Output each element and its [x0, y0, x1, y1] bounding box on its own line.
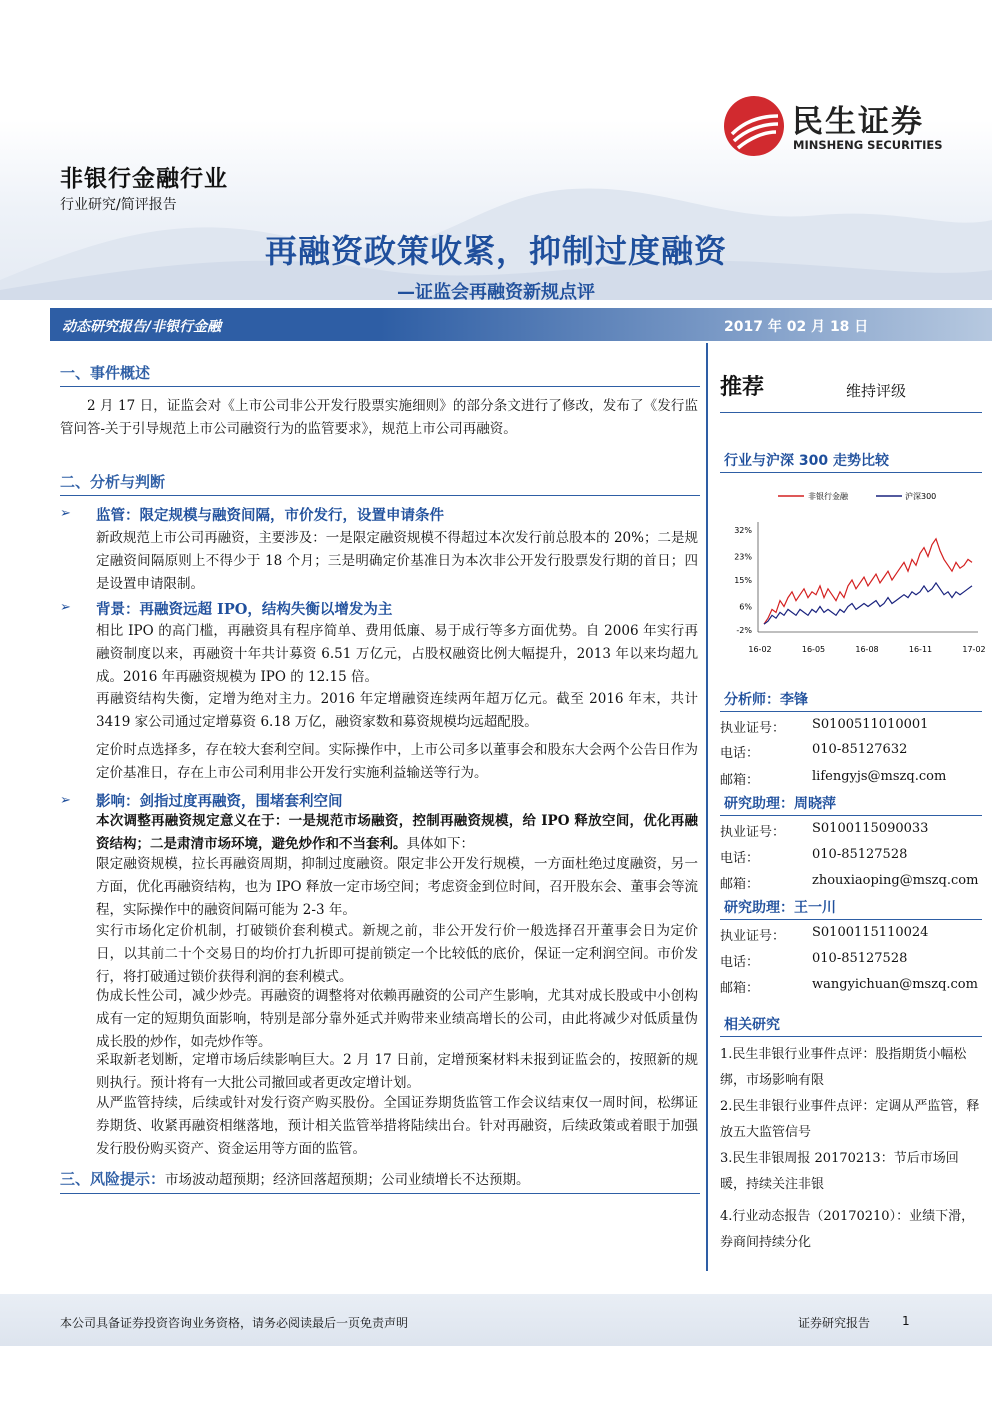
report-subtitle: —证监会再融资新规点评	[397, 282, 595, 303]
series-line-financial	[764, 539, 972, 624]
y-tick-label: -2%	[736, 626, 752, 635]
y-tick-label: 15%	[734, 576, 752, 585]
x-tick-label: 16-02	[748, 645, 772, 654]
bullet-3-heading: 影响：剑指过度再融资，围堵套利空间	[96, 793, 343, 810]
minsheng-logo-icon	[722, 94, 786, 158]
related-item[interactable]: 1.民生非银行业事件点评：股指期货小幅松绑，市场影响有限	[720, 1047, 967, 1088]
section-2-rule	[60, 495, 700, 496]
footer-disclaimer: 本公司具备证券投资咨询业务资格，请务必阅读最后一页免责声明	[60, 1316, 409, 1330]
bullet-2-para-1: 相比 IPO 的高门槛，再融资具有程序简单、费用低廉、易于成行等多方面优势。自 2006 年实行再融资制度以来，再融资十年共计募资 6.51 万亿元，占股权融资比例大幅提升，2013 年以来均超九成。2016 年再融资规模为 IPO 的 12.15 倍。	[96, 623, 698, 685]
chart-legend	[778, 491, 936, 501]
footer-label: 证券研究报告	[798, 1316, 871, 1330]
section-1-text: 2 月 17 日，证监会对《上市公司非公开发行股票实施细则》的部分条文进行了修改，发布了《发行监管问答-关于引导规范上市公司融资行为的监管要求》，规范上市公司再融资。	[60, 398, 698, 437]
bullet-arrow-icon: ➢	[60, 506, 71, 521]
assistant-2-heading: 研究助理：王一川	[724, 900, 836, 916]
report-title: 再融资政策收紧，抑制过度融资	[264, 232, 727, 270]
chart-heading-rule	[720, 472, 982, 473]
y-tick-label: 6%	[739, 602, 752, 612]
x-tick-label: 16-11	[908, 645, 933, 654]
bullet-3-para-3: 伪成长性公司，减少炒壳。再融资的调整将对依赖再融资的公司产生影响，尤其对成长股或中小创构成有一定的短期负面影响，特别是部分靠外延式并购带来业绩高增长的公司，由此将减少对低质量伪成长股的炒作，如壳炒作等。	[96, 988, 698, 1050]
report-category: 动态研究报告/非银行金融	[62, 319, 222, 335]
y-tick-label: 23%	[734, 552, 752, 562]
legend-label-financial: 非银行金融	[808, 492, 848, 501]
brand-name-en: MINSHENG SECURITIES	[793, 138, 943, 152]
rating: 推荐	[720, 375, 765, 400]
related-rule	[720, 1036, 982, 1037]
section-3	[60, 1168, 530, 1192]
related-item[interactable]: 2.民生非银行业事件点评：定调从严监管，释放五大监管信号	[720, 1099, 980, 1140]
series-line-hs300	[764, 583, 972, 624]
analyst-rule	[720, 711, 982, 712]
y-tick-label: 32%	[734, 526, 752, 535]
bullet-3-para-2: 实行市场化定价机制，打破锁价套利模式。新规之前，非公开发行价一般选择召开董事会日为定价日，以其前二十个交易日的均价打九折即可提前锁定一个比较低的底价，保证一定利润空间。市价发行，将打破通过锁价获得利润的套利模式。	[96, 923, 698, 985]
brand-logo	[722, 92, 952, 160]
related-item[interactable]: 4.行业动态报告（20170210）：业绩下滑，券商间持续分化	[720, 1209, 975, 1250]
section-2-heading: 二、分析与判断	[60, 473, 166, 491]
x-tick-label: 16-08	[855, 645, 879, 654]
section-1-heading: 一、事件概述	[60, 364, 151, 382]
bullet-3-lead-tail: 具体如下：	[406, 836, 474, 852]
industry-title: 非银行金融行业	[60, 166, 228, 192]
assistant-2-rule	[720, 919, 982, 920]
bullet-3-para-4: 采取新老划断，定增市场后续影响巨大。2 月 17 日前，定增预案材料未报到证监会的，按照新的规则执行。预计将有一大批公司撤回或者更改定增计划。	[96, 1052, 698, 1091]
section-3-text: 市场波动超预期；经济回落超预期；公司业绩增长不达预期。	[165, 1172, 530, 1188]
rating-rule	[720, 412, 982, 413]
bullet-1-text: 新政规范上市公司再融资，主要涉及：一是限定融资规模不得超过本次发行前总股本的 20%；二是规定融资间隔原则上不得少于 18 个月；三是明确定价基准日为本次非公开发行股票发行期的首日；四是设置申请限制。	[96, 530, 698, 592]
column-divider	[706, 343, 708, 1271]
bullet-3-lead	[96, 810, 698, 856]
legend-label-hs300: 沪深300	[905, 492, 937, 501]
bullet-2-para-3: 定价时点选择多，存在较大套利空间。实际操作中，上市公司多以董事会和股东大会两个公告日作为定价基准日，存在上市公司利用非公开发行实施利益输送等行为。	[96, 742, 698, 781]
x-tick-label: 17-02	[962, 645, 986, 654]
bullet-2-para-2: 再融资结构失衡，定增为绝对主力。2016 年定增融资连续两年超万亿元。截至 2016 年末，共计 3419 家公司通过定增募资 6.18 万亿，融资家数和募资规模均远超配股。	[96, 691, 698, 730]
bullet-3-para-1: 限定融资规模，拉长再融资周期，抑制过度融资。限定非公开发行规模，一方面杜绝过度融资，另一方面，优化再融资结构，也为 IPO 释放一定市场空间；考虑资金到位时间，召开股东会、董事会等流程，实际操作中的融资间隔可能为 2-3 年。	[96, 856, 698, 918]
related-item[interactable]: 3.民生非银周报 20170213：节后市场回暖，持续关注非银	[720, 1151, 959, 1192]
bullet-arrow-icon: ➢	[60, 793, 71, 808]
assistant-1-heading: 研究助理：周晓萍	[724, 796, 836, 812]
brand-name-cn: 民生证券	[792, 104, 924, 140]
section-1-rule	[60, 386, 700, 387]
rating-note: 维持评级	[846, 382, 907, 400]
assistant-1-rule	[720, 815, 982, 816]
bullet-1-heading: 监管：限定规模与融资间隔，市价发行，设置申请条件	[96, 507, 444, 524]
bullet-3-para-5: 从严监管持续，后续或针对发行资产购买股份。全国证券期货监管工作会议结束仅一周时间，松绑证券期货、收紧再融资相继落地，预计相关监管举措将陆续出台。针对再融资，后续政策或着眼于加强发行股份购买资产、资金运用等方面的监管。	[96, 1095, 698, 1157]
section-3-rule	[60, 1193, 700, 1194]
page-number: 1	[902, 1314, 910, 1328]
x-tick-label: 16-05	[801, 645, 826, 654]
section-3-heading: 三、风险提示：	[60, 1170, 166, 1188]
bullet-2-heading: 背景：再融资远超 IPO，结构失衡以增发为主	[96, 601, 393, 618]
bullet-arrow-icon: ➢	[60, 600, 71, 615]
trend-chart	[720, 480, 988, 660]
report-date: 2017 年 02 月 18 日	[724, 319, 869, 335]
related-heading: 相关研究	[724, 1017, 780, 1033]
bullet-3-lead-bold: 本次调整再融资规定意义在于：一是规范市场融资，控制再融资规模，给 IPO 释放空间，优化再融资结构；二是肃清市场环境，避免炒作和不当套利。	[96, 813, 698, 852]
chart-heading: 行业与沪深 300 走势比较	[724, 453, 889, 469]
report-type: 行业研究/简评报告	[60, 197, 177, 213]
analyst-heading: 分析师：李锋	[724, 692, 808, 708]
